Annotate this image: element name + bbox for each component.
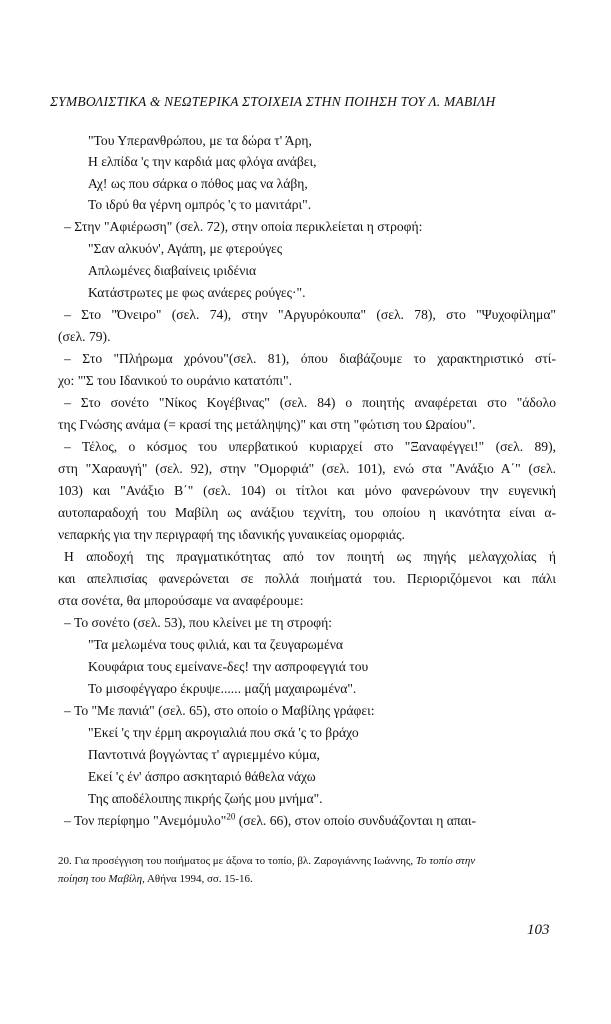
footnote-text: , Αθήνα 1994, σσ. 15-16. bbox=[142, 873, 253, 885]
list-item: – Στο "Όνειρο" (σελ. 74), στην "Αργυρόκουπα" (σελ. 78), στο "Ψυχοφίλημα" bbox=[64, 307, 556, 322]
text-line: 103) και "Ανάξιο Β΄" (σελ. 104) οι τίτλοι και μόνο φανερώνουν την ευγενική bbox=[58, 483, 556, 498]
list-item: – Στην "Αφιέρωση" (σελ. 72), στην οποία περικλείεται η στροφή: bbox=[64, 219, 423, 234]
paragraph-start: Η αποδοχή της πραγματικότητας από τον ποιητή ως πηγής μελαγχολίας ή bbox=[64, 549, 556, 564]
list-item: – Στο "Πλήρωμα χρόνου"(σελ. 81), όπου διαβάζουμε το χαρακτηριστικό στί- bbox=[64, 351, 556, 366]
verse-line: Η ελπίδα 'ς την καρδιά μας φλόγα ανάβει, bbox=[88, 154, 317, 169]
verse-line: "Του Υπερανθρώπου, με τα δώρα τ' Άρη, bbox=[88, 133, 312, 148]
verse-line: "Σαν αλκυόν', Αγάπη, με φτερούγες bbox=[88, 241, 283, 256]
footnote-marker[interactable]: 20 bbox=[226, 811, 236, 822]
list-item: – Το "Με πανιά" (σελ. 65), στο οποίο ο Μαβίλης γράφει: bbox=[64, 703, 375, 718]
list-item bbox=[64, 810, 476, 832]
verse-line: Παντοτινά βογγώντας τ' αγριεμμένο κύμα, bbox=[88, 747, 320, 762]
text-line: αυτοπαραδοχή του Μαβίλη ως ανάξιου τεχνίτη, του οποίου η ικανότητα είναι α- bbox=[58, 505, 556, 520]
page-number: 103 bbox=[527, 922, 550, 938]
running-header: ΣΥΜΒΟΛΙΣΤΙΚΑ & ΝΕΩΤΕΡΙΚΑ ΣΤΟΙΧΕΙΑ ΣΤΗΝ ΠΟΙΗΣΗ ΤΟΥ Λ. ΜΑΒΙΛΗ bbox=[50, 94, 496, 109]
list-item: – Το σονέτο (σελ. 53), που κλείνει με τη στροφή: bbox=[64, 615, 332, 630]
text-line: στα σονέτα, θα μπορούσαμε να αναφέρουμε: bbox=[58, 593, 304, 608]
text-line: χο: "'Σ του Ιδανικού το ουράνιο κατατόπι". bbox=[58, 373, 292, 388]
footnote-line bbox=[58, 852, 558, 870]
footnote-text: 20. Για προσέγγιση του ποιήματος με άξονα το τοπίο, βλ. Ζαρογιάννης Ιωάννης, bbox=[58, 855, 416, 867]
text-line: νεπαρκής για την περιγραφή της ιδανικής γυναικείας ομορφιάς. bbox=[58, 527, 405, 542]
verse-line: Κατάστρωτες με φως ανάερες ρούγες·". bbox=[88, 285, 306, 300]
text-line: (σελ. 79). bbox=[58, 329, 111, 344]
text-line: της Γνώσης ανάμα (= κρασί της μετάληψης)" και στη "φώτιση του Ωραίου". bbox=[58, 417, 476, 432]
text-line: στη "Χαραυγή" (σελ. 92), στην "Ομορφιά" (σελ. 101), ενώ στα "Ανάξιο Α΄" (σελ. bbox=[58, 461, 556, 476]
verse-line: Το μισοφέγγαρο έκρυψε...... μαζή μαχαιρωμένα". bbox=[88, 681, 357, 696]
verse-line: Αχ! ως που σάρκα ο πόθος μας να λάβη, bbox=[88, 176, 308, 191]
verse-line: Της αποδέλοιπης πικρής ζωής μου μνήμα". bbox=[88, 791, 323, 806]
verse-line: Εκεί 'ς έν' άσπρο ασκηταριό θάθελα νάχω bbox=[88, 769, 316, 784]
footnote bbox=[58, 852, 558, 888]
verse-line: "Τα μελωμένα τους φιλιά, και τα ζευγαρωμένα bbox=[88, 637, 343, 652]
text-fragment: (σελ. 66), στον οποίο συνδυάζονται η απαι- bbox=[238, 813, 477, 828]
verse-line: "Εκεί 'ς την έρμη ακρογιαλιά που σκά 'ς το βράχο bbox=[88, 725, 359, 740]
verse-line: Κουφάρια τους εμείνανε-δες! την ασπροφεγγιά του bbox=[88, 659, 369, 674]
list-item: – Στο σονέτο "Νίκος Κογέβινας" (σελ. 84) ο ποιητής αναφέρεται στο "άδολο bbox=[64, 395, 556, 410]
text-fragment: – Τον περίφημο "Ανεμόμυλο" bbox=[64, 813, 227, 828]
footnote-line bbox=[58, 870, 558, 888]
verse-line: Απλωμένες διαβαίνεις ιριδένια bbox=[88, 263, 257, 278]
text-line: και απελπισίας φανερώνεται σε πολλά ποιήματά του. Περιοριζόμενοι και πάλι bbox=[58, 571, 556, 586]
footnote-title: ποίηση του Μαβίλη bbox=[58, 873, 143, 885]
list-item: – Τέλος, ο κόσμος του υπερβατικού κυριαρχεί στο "Ξαναφέγγει!" (σελ. 89), bbox=[64, 439, 556, 454]
footnote-title: Το τοπίο στην bbox=[415, 855, 476, 867]
verse-line: Το ιδρύ θα γέρνη ομπρός 'ς το μανιτάρι". bbox=[88, 197, 312, 212]
